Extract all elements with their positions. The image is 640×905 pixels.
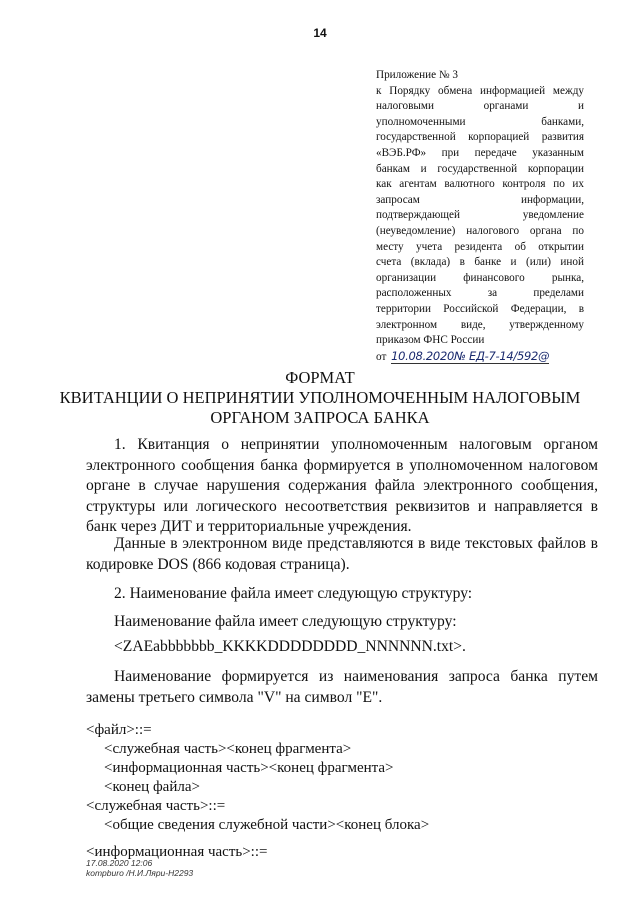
appendix-word: уведомление xyxy=(522,209,584,222)
code-line-5: <служебная часть>::= xyxy=(86,798,226,814)
appendix-word: за xyxy=(487,287,498,300)
appendix-line: месту учета резидента об открытии xyxy=(376,240,584,253)
doc-title-line3: ОРГАНОМ ЗАПРОСА БАНКА xyxy=(210,408,430,427)
appendix-line xyxy=(376,115,584,131)
appendix-line: государственной корпорацией развития xyxy=(376,131,584,144)
file-name-pattern: <ZAEabbbbbbb_KKKKDDDDDDDD_NNNNNN.txt>. xyxy=(114,638,466,655)
code-line-6: <общие сведения служебной части><конец блока> xyxy=(104,817,430,833)
appendix-line xyxy=(376,318,584,334)
appendix-word: банками, xyxy=(541,115,584,128)
appendix-line: к Порядку обмена информацией между xyxy=(376,84,584,97)
appendix-word: финансового xyxy=(463,271,525,284)
appendix-word: подтверждающей xyxy=(376,209,460,222)
paragraph-3: 2. Наименование файла имеет следующую структуру: xyxy=(114,585,473,602)
doc-title-format: ФОРМАТ xyxy=(285,368,355,387)
appendix-line: Приложение № 3 xyxy=(376,69,458,81)
appendix-word: уполномоченными xyxy=(376,115,466,128)
appendix-word: виде, xyxy=(460,318,486,331)
code-line-1: <файл>::= xyxy=(86,722,152,738)
page-number: 14 xyxy=(313,26,327,40)
code-line-3: <информационная часть><конец фрагмента> xyxy=(104,760,394,776)
paragraph-6: Наименование формируется из наименования запроса банка путем замены третьего символа "V" на символ "E". xyxy=(86,668,598,706)
paragraph-1: 1. Квитанция о непринятии уполномоченным налоговым органом электронного сообщения банка формируется в уполномоченном налоговом органе в случае нарушения содержания файла электронного сообщения, структуры или логического несоответствия реквизитов и направляется в банк через ДИТ и территориальные учреждения. xyxy=(86,436,598,536)
appendix-block xyxy=(376,68,584,364)
appendix-line xyxy=(376,286,584,302)
appendix-line xyxy=(376,208,584,224)
appendix-word: налоговыми xyxy=(376,100,434,113)
appendix-word: запросам xyxy=(376,193,420,206)
appendix-line: как агентам валютного контроля по их xyxy=(376,178,584,191)
appendix-word: и xyxy=(577,100,584,113)
appendix-word: утвержденному xyxy=(509,318,584,331)
appendix-line: (неуведомление) налогового органа по xyxy=(376,224,584,237)
appendix-line: банкам и государственной корпорации xyxy=(376,162,584,175)
appendix-line: приказом ФНС России xyxy=(376,334,485,347)
appendix-line: территории Российской Федерации, в xyxy=(376,302,584,315)
appendix-line xyxy=(376,271,584,287)
appendix-line xyxy=(376,99,584,115)
footer-author: kompburo /Н.И.Ляри-Н2293 xyxy=(86,868,194,878)
paragraph-4: Наименование файла имеет следующую структуру: xyxy=(114,613,457,630)
appendix-word: рынка, xyxy=(551,271,584,284)
handwritten-order-number: 10.08.2020№ ЕД-7-14/592@ xyxy=(391,348,550,363)
code-line-7: <информационная часть>::= xyxy=(86,844,268,860)
footer-stamp xyxy=(86,858,193,878)
appendix-line xyxy=(376,193,584,209)
appendix-line: счета (вклада) в банке и (или) иной xyxy=(376,256,584,269)
appendix-word: организации xyxy=(376,271,437,284)
order-prefix: от xyxy=(376,350,387,363)
appendix-word: расположенных xyxy=(376,287,452,300)
appendix-line: «ВЭБ.РФ» при передаче указанным xyxy=(376,146,584,159)
paragraph-2: Данные в электронном виде представляются в виде текстовых файлов в кодировке DOS (866 кодовая страница). xyxy=(86,535,598,573)
appendix-word: электронном xyxy=(376,318,438,331)
code-line-2: <служебная часть><конец фрагмента> xyxy=(104,741,352,757)
footer-timestamp: 17.08.2020 12:06 xyxy=(86,858,153,868)
appendix-word: органами xyxy=(483,100,529,113)
code-line-4: <конец файла> xyxy=(104,779,200,795)
appendix-word: пределами xyxy=(533,287,584,300)
doc-title-line2: КВИТАНЦИИ О НЕПРИНЯТИИ УПОЛНОМОЧЕННЫМ НАЛОГОВЫМ xyxy=(59,388,581,407)
appendix-lines xyxy=(376,68,584,349)
appendix-word: информации, xyxy=(521,193,584,206)
order-reference xyxy=(376,349,584,365)
